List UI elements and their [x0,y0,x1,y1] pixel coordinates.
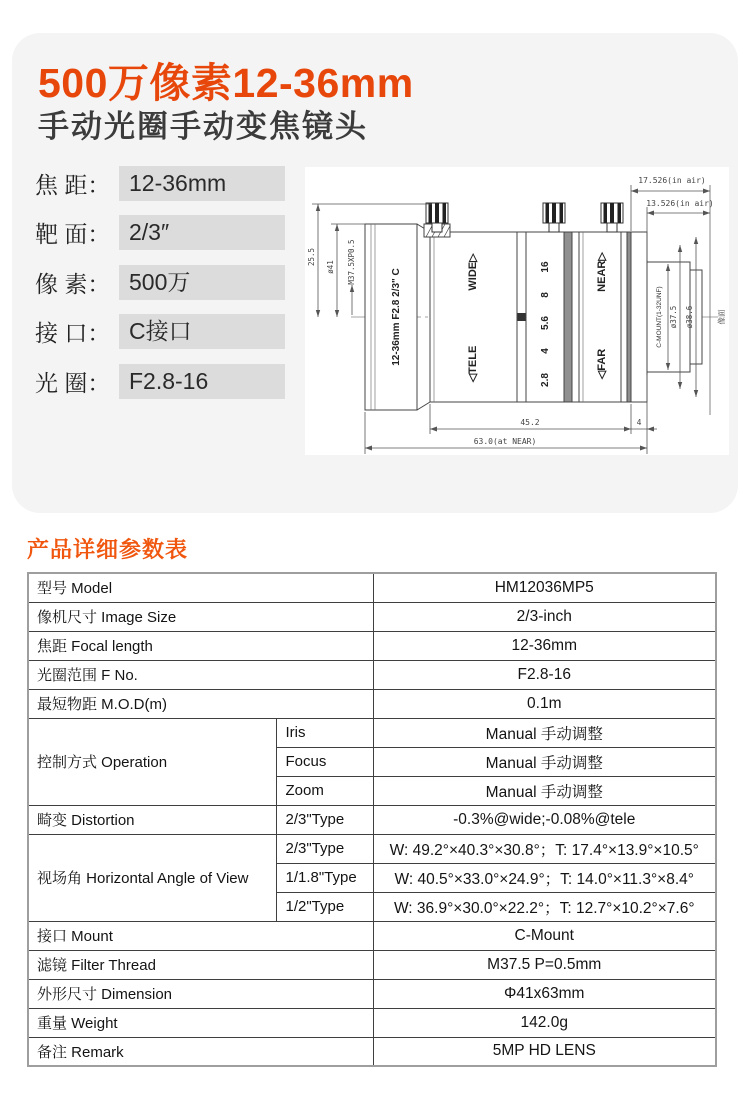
row-value: F2.8-16 [373,660,716,689]
row-label: 接口 Mount [28,921,373,950]
row-sublabel: 1/1.8"Type [276,863,373,892]
row-value: W: 36.9°×30.0°×22.2°；T: 12.7°×10.2°×7.6° [373,892,716,921]
row-value: 2/3-inch [373,602,716,631]
row-sublabel: Focus [276,747,373,776]
table-row-distortion [28,805,716,834]
lens-technical-drawing [305,167,729,455]
quick-spec-mount [35,314,287,349]
far-label: ◁FAR [596,348,608,380]
quick-spec-value: 500万 [119,265,285,300]
section-title: 产品详细参数表 [27,537,189,562]
row-value: Manual 手动调整 [373,776,716,805]
image-plane-label: 像面 [717,309,726,325]
row-value: 5MP HD LENS [373,1037,716,1066]
row-label: 型号 Model [28,573,373,602]
row-label: 畸变 Distortion [28,805,276,834]
table-row-mod [28,689,716,718]
iris-scale-5-6: 5.6 [540,316,551,330]
dim-flange-width: 4 [636,418,642,427]
focus-lock-knob [601,203,623,232]
dim-front-diameter: ø41 [326,260,335,274]
table-row-focal-length [28,631,716,660]
row-sublabel: 2/3"Type [276,805,373,834]
row-label: 焦距 Focal length [28,631,373,660]
row-value: Manual 手动调整 [373,718,716,747]
table-row-weight [28,1008,716,1037]
table-row-mount [28,921,716,950]
front-ring-label: 12-36mm F2.8 2/3" C [391,268,402,366]
row-sublabel: Zoom [276,776,373,805]
table-row-f-no [28,660,716,689]
dim-total-length: 63.0(at NEAR) [473,437,537,446]
row-value: 142.0g [373,1008,716,1037]
quick-spec-value: 12-36mm [119,166,285,201]
rear-flange [631,232,647,402]
quick-spec-value: C接口 [119,314,285,349]
row-value: 12-36mm [373,631,716,660]
table-row-image-size [28,602,716,631]
dim-flange-to-image: 17.526(in air) [638,176,706,185]
dim-filter-thread: M37.5XP0.5 [347,239,356,285]
quick-spec-megapixel [35,265,287,300]
product-subtitle: 手动光圈手动变焦镜头 [38,109,368,144]
product-title: 500万像素12-36mm [38,60,414,106]
row-value: -0.3%@wide;-0.08%@tele [373,805,716,834]
near-label: NEAR▷ [596,252,608,292]
wide-label: WIDE▷ [467,253,479,291]
quick-spec-label: 像 素： [35,271,111,297]
row-label: 最短物距 M.O.D(m) [28,689,373,718]
row-value: 0.1m [373,689,716,718]
quick-spec-focal [35,166,287,201]
table-row-operation-iris [28,718,716,747]
row-sublabel: 2/3"Type [276,834,373,863]
row-label: 外形尺寸 Dimension [28,979,373,1008]
row-value: M37.5 P=0.5mm [373,950,716,979]
row-label: 备注 Remark [28,1037,373,1066]
row-label: 视场角 Horizontal Angle of View [28,834,276,921]
quick-spec-iris [35,364,287,399]
iris-scale-8: 8 [540,292,551,298]
table-row-aov-23 [28,834,716,863]
row-value: Manual 手动调整 [373,747,716,776]
table-row-dimension [28,979,716,1008]
dim-rear-dia-1: ø37.5 [669,305,678,329]
dim-knob-height: 25.5 [307,247,316,267]
row-value: Φ41x63mm [373,979,716,1008]
quick-spec-label: 光 圈： [35,370,111,396]
iris-scale-4: 4 [540,348,551,354]
quick-spec-value: 2/3″ [119,215,285,250]
table-row-model [28,573,716,602]
quick-spec-label: 靶 面： [35,221,111,247]
row-label: 像机尺寸 Image Size [28,602,373,631]
row-sublabel: Iris [276,718,373,747]
row-sublabel: 1/2"Type [276,892,373,921]
quick-spec-format [35,215,287,250]
tele-label: ◁TELE [467,345,479,383]
dim-thread-to-image: 13.526(in air) [646,199,714,208]
c-mount-label: C-MOUNT(1-32UNF) [656,286,663,348]
quick-spec-value: F2.8-16 [119,364,285,399]
dim-body-length: 45.2 [520,418,540,427]
table-row-remark [28,1037,716,1066]
row-label: 控制方式 Operation [28,718,276,805]
lens-diagram-panel [305,167,729,455]
spec-table [27,572,717,1067]
row-value: HM12036MP5 [373,573,716,602]
row-value: C-Mount [373,921,716,950]
row-label: 重量 Weight [28,1008,373,1037]
row-label: 滤镜 Filter Thread [28,950,373,979]
row-value: W: 40.5°×33.0°×24.9°；T: 14.0°×11.3°×8.4° [373,863,716,892]
dim-rear-dia-2: ø38.6 [685,305,694,329]
row-value: W: 49.2°×40.3°×30.8°；T: 17.4°×13.9°×10.5° [373,834,716,863]
table-row-filter-thread [28,950,716,979]
row-label: 光圈范围 F No. [28,660,373,689]
quick-spec-label: 焦 距： [35,172,111,198]
iris-lock-knob [543,203,565,232]
iris-scale-2-8: 2.8 [540,373,551,387]
quick-spec-label: 接 口： [35,320,111,346]
iris-scale-16: 16 [540,261,551,273]
